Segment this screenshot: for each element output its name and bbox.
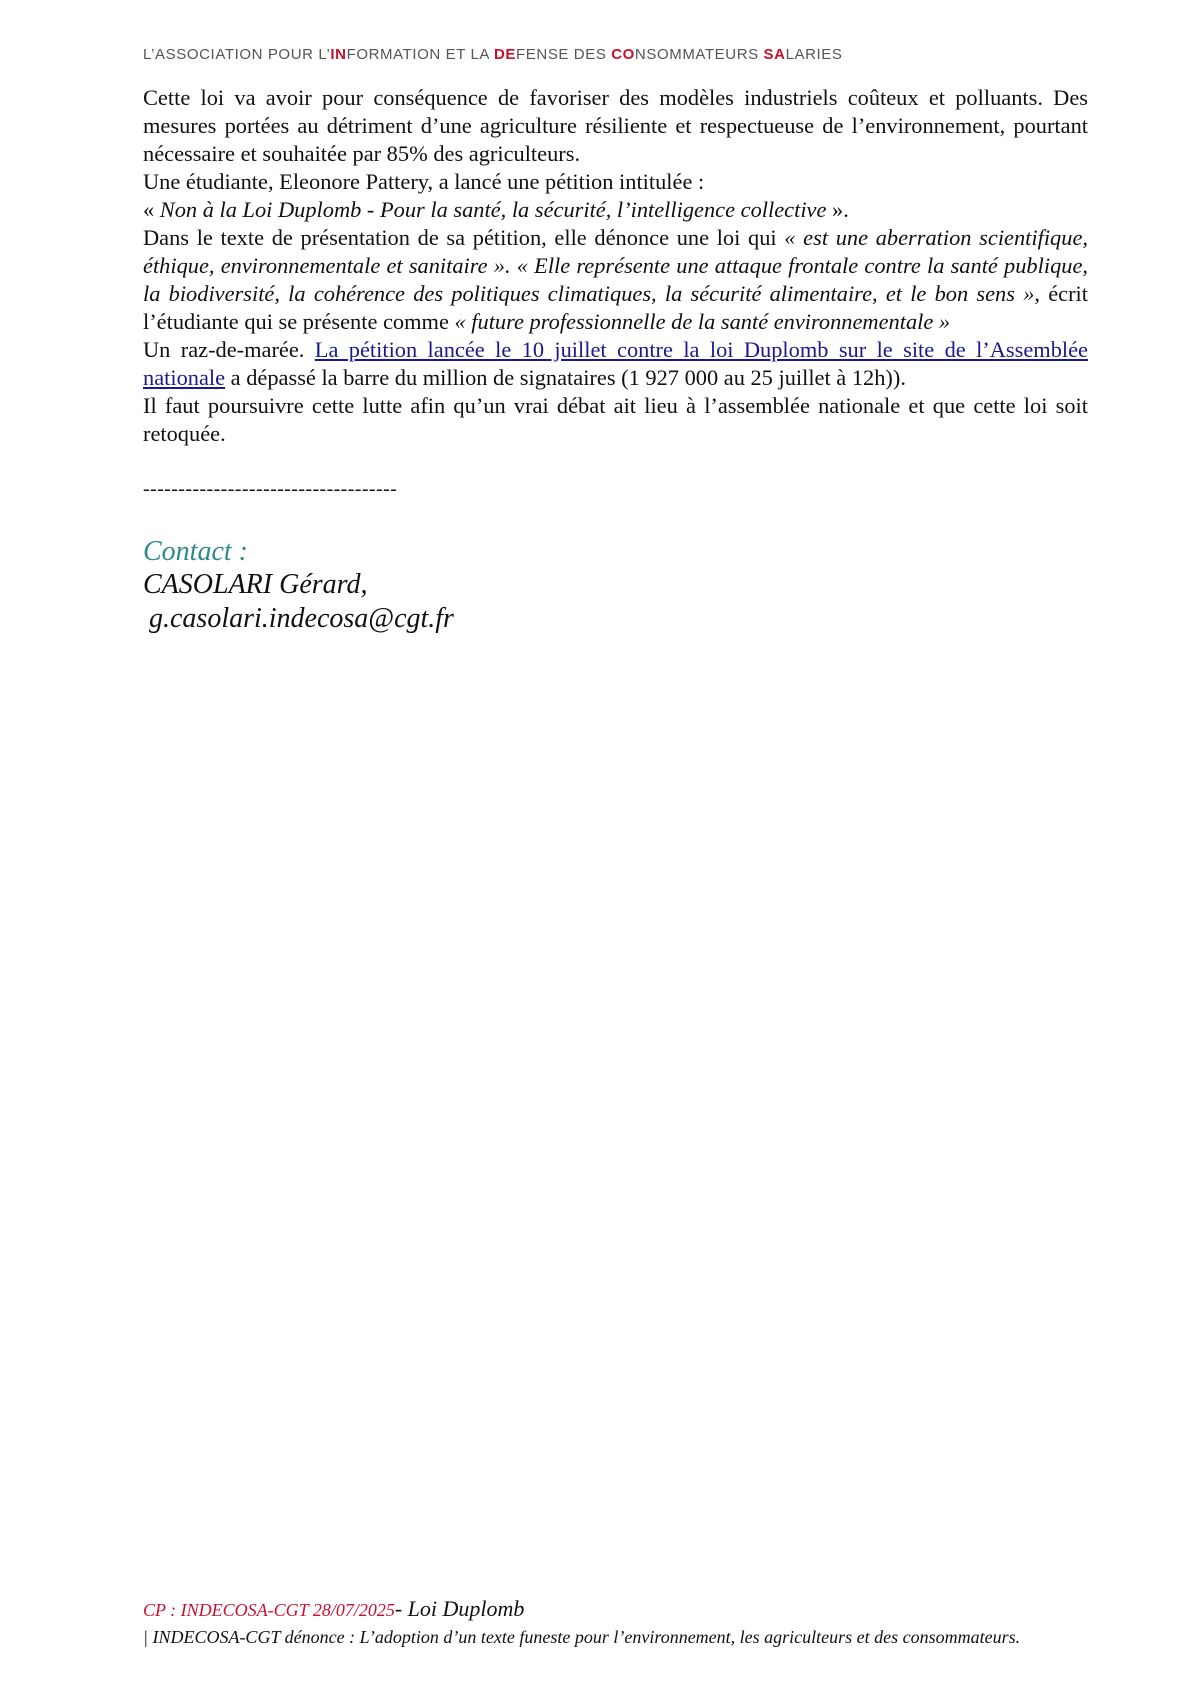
- paragraph-consequences: Cette loi va avoir pour conséquence de favoriser des modèles industriels coûteux et polluants. Des mesures portées au détriment d’une agriculture résiliente et respectueuse de l’environnement, pourtant nécessaire et souhaitée par 85% des agriculteurs.: [143, 85, 1088, 166]
- contact-name: CASOLARI Gérard,: [143, 569, 368, 600]
- paragraph-petition-title: [143, 196, 1088, 224]
- header-highlight: CO: [611, 46, 635, 63]
- quote-run: « future professionnelle de la santé environnementale »: [454, 309, 951, 334]
- contact-title: Contact :: [143, 536, 248, 567]
- footer-subject: - Loi Duplomb: [394, 1596, 525, 1621]
- text-run: Dans le texte de présentation de sa pétition, elle dénonce une loi qui: [143, 225, 785, 250]
- header-text: L’ASSOCIATION POUR L’: [143, 46, 331, 63]
- petition-title: Non à la Loi Duplomb - Pour la santé, la sécurité, l’intelligence collective: [159, 197, 827, 222]
- header-text: FENSE DES: [516, 46, 612, 63]
- header-text: NSOMMATEURS: [634, 46, 764, 63]
- contact-email[interactable]: g.casolari.indecosa@cgt.fr: [149, 603, 454, 634]
- footer-ref: CP : INDECOSA-CGT 28/07/2025: [143, 1600, 395, 1620]
- text-run: , écrit l’étudiante qui se présente comme: [143, 281, 1088, 334]
- petition-link[interactable]: La pétition lancée le 10 juillet contre la loi Duplomb sur le site de l’Assemblée nationale: [143, 337, 1088, 390]
- paragraph-signatures: [143, 336, 1088, 392]
- paragraph-conclusion: Il faut poursuivre cette lutte afin qu’un vrai débat ait lieu à l’assemblée nationale et que cette loi soit retoquée.: [143, 393, 1088, 446]
- paragraph-petition-text: [143, 224, 1088, 336]
- paragraph-petition-intro: Une étudiante, Eleonore Pattery, a lancé une pétition intitulée :: [143, 169, 705, 194]
- header-text: FORMATION ET LA: [346, 46, 494, 63]
- footer-reference: [143, 1596, 524, 1622]
- document-body: [143, 84, 1088, 448]
- text-run: a dépassé la barre du million de signataires (1 927 000 au 25 juillet à 12h)).: [225, 365, 906, 390]
- text-run: Un raz-de-marée.: [143, 337, 315, 362]
- separator-line: ------------------------------------: [143, 478, 398, 500]
- header-highlight: IN: [330, 46, 347, 63]
- quote-close: ».: [826, 197, 849, 222]
- document-header: [143, 46, 1103, 63]
- header-text: LARIES: [785, 46, 843, 63]
- quote-run: « est une aberration scientifique, éthique, environnementale et sanitaire ». « Elle représente une attaque frontale contre la santé publique, la biodiversité, la cohérence des politiques climatiques, la sécurité alimentaire, et le bon sens »: [143, 225, 1088, 306]
- header-highlight: SA: [763, 46, 786, 63]
- quote-open: «: [143, 197, 160, 222]
- header-highlight: DE: [493, 46, 517, 63]
- footer-description: | INDECOSA-CGT dénonce : L’adoption d’un texte funeste pour l’environnement, les agriculteurs et des consommateurs.: [143, 1627, 1021, 1647]
